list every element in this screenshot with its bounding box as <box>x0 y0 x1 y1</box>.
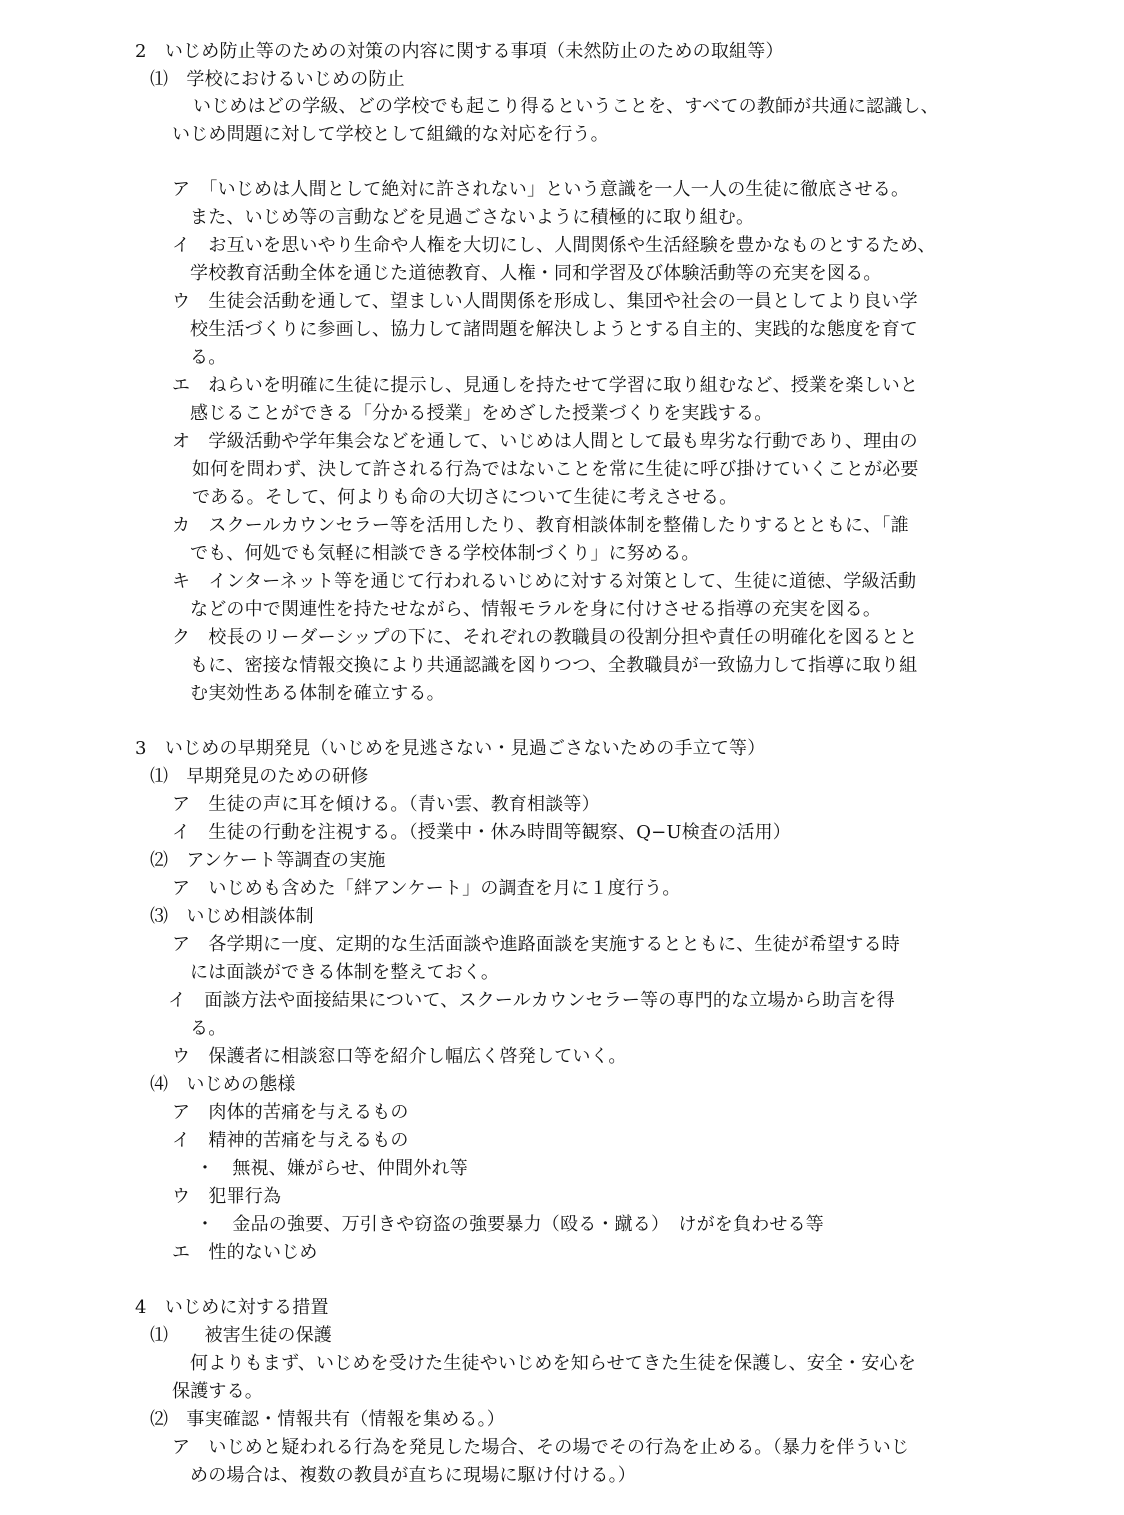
text-line: もに、密接な情報交換により共通認識を図りつつ、全教職員が一致協力して指導に取り組 <box>190 655 918 676</box>
text-line: カ スクールカウンセラー等を活用したり、教育相談体制を整備したりするとともに、「誰 <box>172 515 909 536</box>
text-line: ・ 金品の強要、万引きや窃盗の強要暴力（殴る・蹴る） けがを負わせる等 <box>196 1214 824 1235</box>
text-line: また、いじめ等の言動などを見過ごさないように積極的に取り組む。 <box>190 207 755 228</box>
text-line: 2 いじめ防止等のための対策の内容に関する事項（未然防止のための取組等） <box>135 41 784 62</box>
text-line: エ 性的ないじめ <box>172 1242 318 1263</box>
text-line: エ ねらいを明確に生徒に提示し、見通しを持たせて学習に取り組むなど、授業を楽しいと <box>172 375 919 396</box>
text-line: いじめはどの学級、どの学校でも起こり得るということを、すべての教師が共通に認識し、 <box>193 96 939 117</box>
text-line: 校生活づくりに参画し、協力して諸問題を解決しようとする自主的、実践的な態度を育て <box>190 319 918 340</box>
text-line: ⑵ アンケート等調査の実施 <box>150 850 386 871</box>
text-line: ⑴ 学校におけるいじめの防止 <box>150 69 405 90</box>
text-line: ウ 犯罪行為 <box>172 1186 282 1207</box>
text-line: 3 いじめの早期発見（いじめを見逃さない・見過ごさないための手立て等） <box>135 738 766 759</box>
text-line: ⑶ いじめ相談体制 <box>150 906 314 927</box>
text-line: ア いじめと疑われる行為を発見した場合、その場でその行為を止める。（暴力を伴ういじ <box>172 1437 910 1458</box>
text-line: いじめ問題に対して学校として組織的な対応を行う。 <box>172 124 609 145</box>
text-line: ⑷ いじめの態様 <box>150 1074 296 1095</box>
text-line: などの中で関連性を持たせながら、情報モラルを身に付けさせる指導の充実を図る。 <box>190 599 882 620</box>
text-line: 4 いじめに対する措置 <box>135 1297 329 1318</box>
text-line: オ 学級活動や学年集会などを通して、いじめは人間として最も卑劣な行動であり、理由の <box>172 431 918 452</box>
text-line: キ インターネット等を通じて行われるいじめに対する対策として、生徒に道徳、学級活動 <box>172 571 917 592</box>
text-line: る。 <box>190 1018 227 1039</box>
text-line: ア 各学期に一度、定期的な生活面談や進路面談を実施するとともに、生徒が希望する時 <box>172 934 900 955</box>
text-line: む実効性ある体制を確立する。 <box>190 683 445 704</box>
text-line: めの場合は、複数の教員が直ちに現場に駆け付ける。） <box>190 1465 636 1486</box>
text-line: ⑵ 事実確認・情報共有（情報を集める。） <box>150 1409 505 1430</box>
text-line: ウ 生徒会活動を通して、望ましい人間関係を形成し、集団や社会の一員としてより良い学 <box>172 291 918 312</box>
text-line: ク 校長のリーダーシップの下に、それぞれの教職員の役割分担や責任の明確化を図るとと <box>172 627 918 648</box>
text-line: 保護する。 <box>172 1381 263 1402</box>
text-line: イ 面談方法や面接結果について、スクールカウンセラー等の専門的な立場から助言を得 <box>168 990 895 1011</box>
text-line: イ 生徒の行動を注視する。（授業中・休み時間等観察、Q−U検査の活用） <box>172 822 792 843</box>
text-line: ⑴ 早期発見のための研修 <box>150 766 369 787</box>
text-line: ア 肉体的苦痛を与えるもの <box>172 1102 409 1123</box>
text-line: 何よりもまず、いじめを受けた生徒やいじめを知らせてきた生徒を保護し、安全・安心を <box>190 1353 917 1374</box>
text-line: イ 精神的苦痛を与えるもの <box>172 1130 409 1151</box>
text-line: ウ 保護者に相談窓口等を紹介し幅広く啓発していく。 <box>172 1046 627 1067</box>
text-line: 感じることができる「分かる授業」をめざした授業づくりを実践する。 <box>190 403 773 424</box>
text-line: ア いじめも含めた「絆アンケート」の調査を月に１度行う。 <box>172 878 681 899</box>
text-line: である。そして、何よりも命の大切さについて生徒に考えさせる。 <box>192 487 738 508</box>
text-line: イ お互いを思いやり生命や人権を大切にし、人間関係や生活経験を豊かなものとするため、 <box>172 235 936 256</box>
text-line: ・ 無視、嫌がらせ、仲間外れ等 <box>196 1158 468 1179</box>
text-line: 学校教育活動全体を通じた道徳教育、人権・同和学習及び体験活動等の充実を図る。 <box>190 263 882 284</box>
text-line: 如何を問わず、決して許される行為ではないことを常に生徒に呼び掛けていくことが必要 <box>192 459 919 480</box>
text-line: でも、何処でも気軽に相談できる学校体制づくり」に努める。 <box>190 543 700 564</box>
text-line: ア 生徒の声に耳を傾ける。（青い雲、教育相談等） <box>172 794 600 815</box>
text-line: ⑴ 被害生徒の保護 <box>150 1325 332 1346</box>
text-line: る。 <box>190 347 227 368</box>
text-line: ア 「いじめは人間として絶対に許されない」という意識を一人一人の生徒に徹底させる。 <box>172 179 910 200</box>
text-line: には面談ができる体制を整えておく。 <box>190 962 500 983</box>
